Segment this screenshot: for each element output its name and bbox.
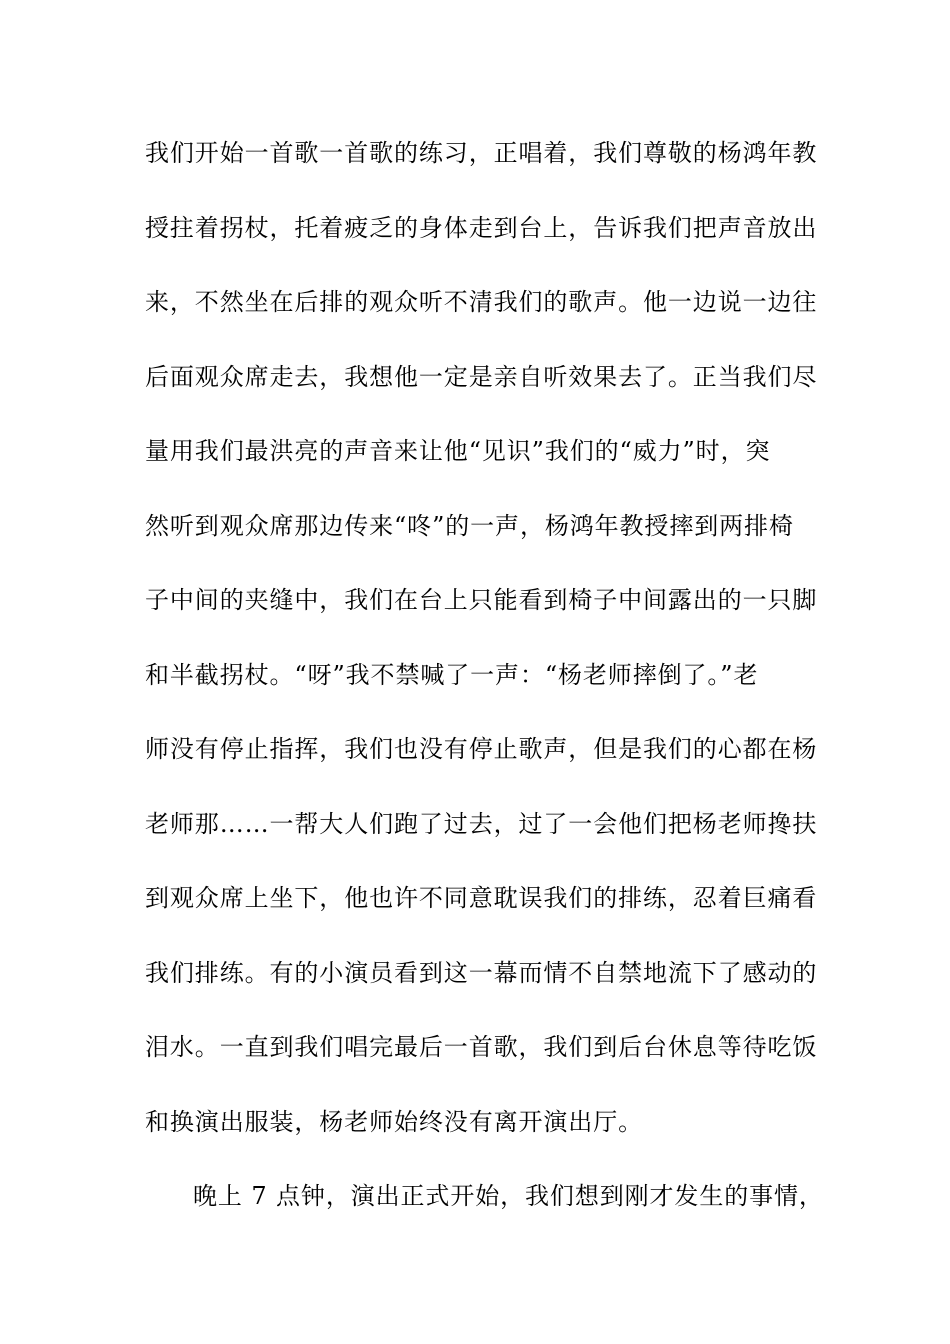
text-line-6: 然听到观众席那边传来“咚”的一声，杨鸿年教授摔到两排椅 [145, 511, 794, 540]
text-line-11: 到观众席上坐下，他也许不同意耽误我们的排练，忍着巨痛看 [145, 884, 818, 912]
text-line-7: 子中间的夹缝中，我们在台上只能看到椅子中间露出的一只脚 [145, 586, 818, 614]
text-line-2: 授拄着拐杖，托着疲乏的身体走到台上，告诉我们把声音放出 [145, 213, 818, 242]
text-line-1: 我们开始一首歌一首歌的练习，正唱着，我们尊敬的杨鸿年教 [145, 139, 818, 167]
text-line-14: 和换演出服装，杨老师始终没有离开演出厅。 [145, 1107, 643, 1136]
text-line-13: 泪水。一直到我们唱完最后一首歌，我们到后台休息等待吃饭 [145, 1033, 818, 1061]
text-line-10: 老师那……一帮大人们跑了过去，过了一会他们把杨老师搀扶 [145, 809, 818, 838]
body-text [145, 127, 824, 1245]
text-line-4: 后面观众席走去，我想他一定是亲自听效果去了。正当我们尽 [145, 362, 818, 391]
text-line-8: 和半截拐杖。“呀”我不禁喊了一声：“杨老师摔倒了。”老 [145, 660, 759, 689]
text-line-12: 我们排练。有的小演员看到这一幕而情不自禁地流下了感动的 [145, 958, 818, 987]
text-line-5: 量用我们最洪亮的声音来让他“见识”我们的“威力”时，突 [145, 437, 771, 465]
text-line-9: 师没有停止指挥，我们也没有停止歌声，但是我们的心都在杨 [145, 735, 818, 763]
text-line-15-paragraph-start: 晚上 7 点钟，演出正式开始，我们想到刚才发生的事情， [193, 1182, 824, 1210]
text-line-3: 来，不然坐在后排的观众听不清我们的歌声。他一边说一边往 [145, 288, 818, 316]
